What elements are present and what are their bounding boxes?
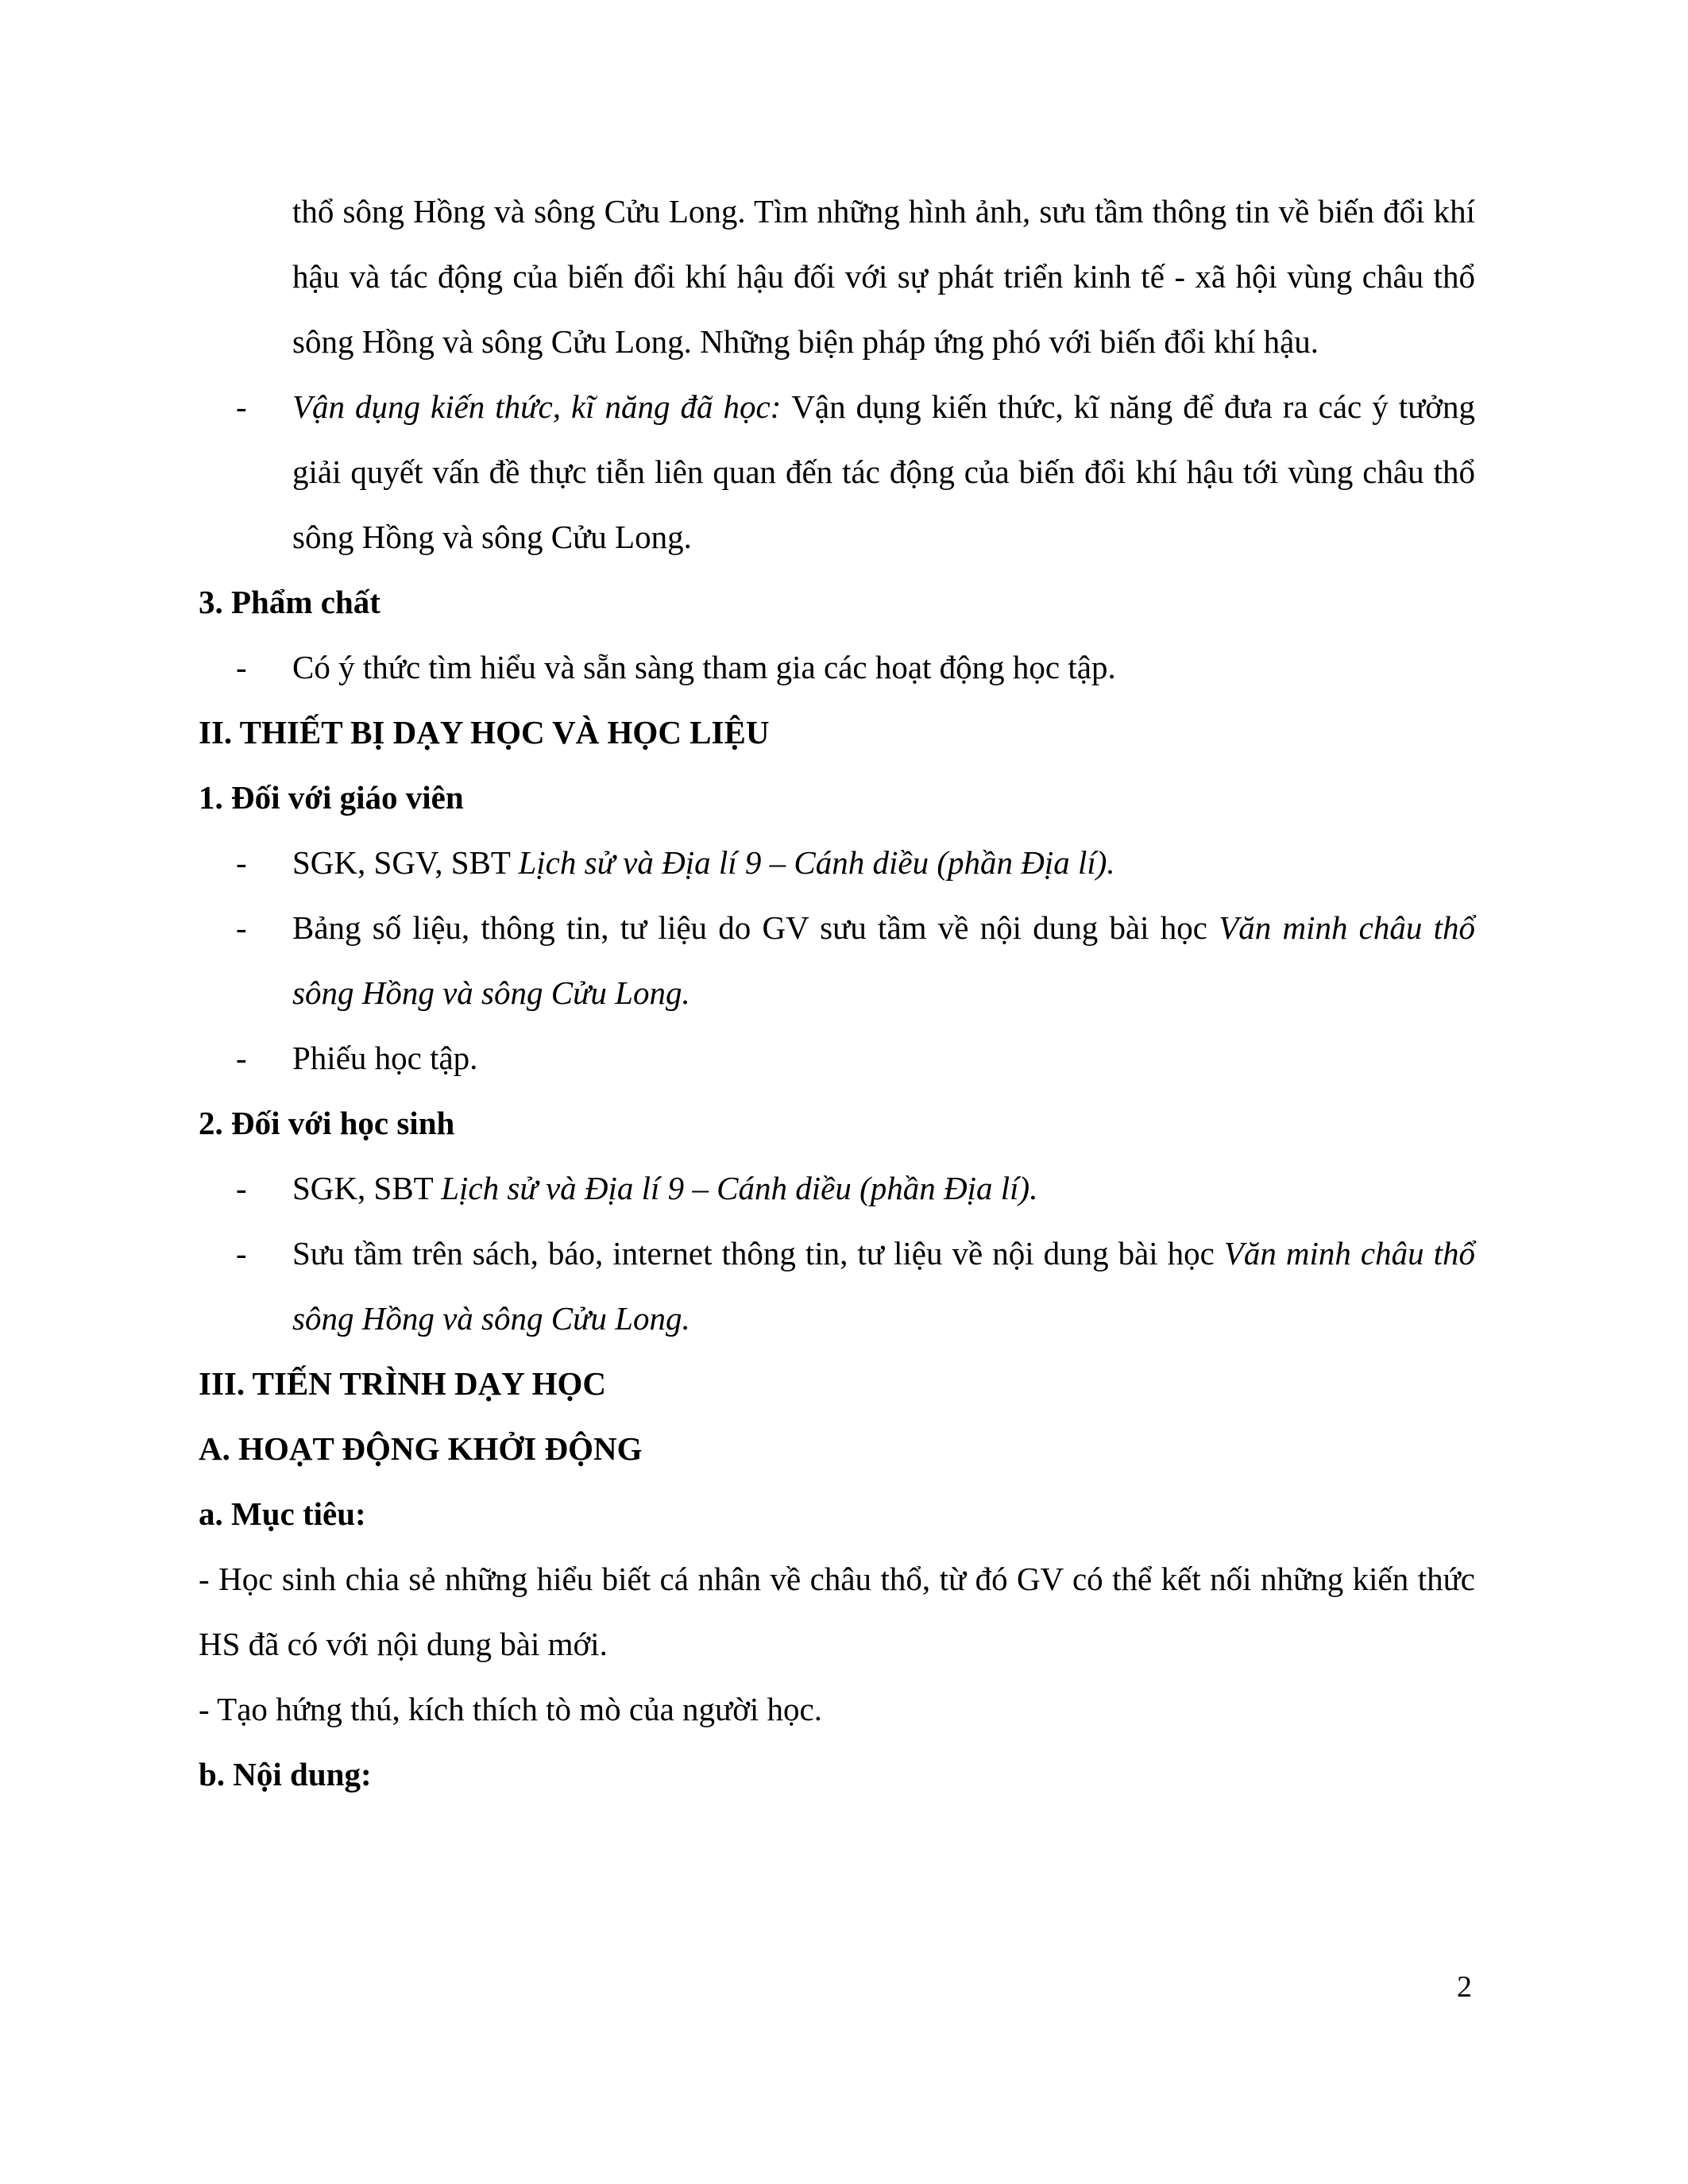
list-marker: -	[236, 1170, 247, 1206]
page-number: 2	[1457, 1970, 1472, 2004]
objective-paragraph-1: - Học sinh chia sẻ những hiểu biết cá nhân về châu thổ, từ đó GV có thể kết nối những kiến thức HS đã có với nội dung bài mới.	[199, 1561, 1475, 1662]
heading-muc-tieu: a. Mục tiêu:	[199, 1495, 366, 1532]
list-item-text: Phiếu học tập.	[292, 1040, 478, 1076]
list-item-text	[292, 1156, 1475, 1221]
list-item-teacher-sgk	[236, 830, 1475, 895]
list-item-text	[292, 374, 1475, 569]
list-marker: -	[236, 1040, 247, 1076]
list-item-text: Có ý thức tìm hiểu và sẵn sàng tham gia các hoạt động học tập.	[292, 649, 1116, 685]
list-marker: -	[236, 1235, 247, 1271]
italic-segment: Văn minh châu thổ sông Hồng và sông Cửu Long.	[292, 909, 1475, 1011]
document-body	[199, 179, 1475, 1807]
heading-doi-voi-hoc-sinh: 2. Đối với học sinh	[199, 1105, 455, 1141]
italic-segment: Lịch sử và Địa lí 9 – Cánh diều (phần Địa lí).	[441, 1170, 1038, 1206]
list-marker: -	[236, 649, 247, 685]
text-segment: Sưu tầm trên sách, báo, internet thông tin, tư liệu về nội dung bài học	[292, 1235, 1224, 1271]
list-marker: -	[236, 909, 247, 946]
list-item-student-sgk	[236, 1156, 1475, 1221]
list-marker: -	[236, 388, 247, 425]
heading-noi-dung: b. Nội dung:	[199, 1756, 372, 1792]
italic-segment: Văn minh châu thổ sông Hồng và sông Cửu Long.	[292, 1235, 1475, 1337]
list-item-quality	[236, 635, 1475, 700]
text-segment: Bảng số liệu, thông tin, tư liệu do GV sưu tầm về nội dung bài học	[292, 909, 1219, 946]
list-item-text	[292, 830, 1475, 895]
heading-pham-chat: 3. Phẩm chất	[199, 584, 380, 620]
text-segment: Vận dụng kiến thức, kĩ năng để đưa ra các ý tưởng giải quyết vấn đề thực tiễn liên quan đến tác động của biến đổi khí hậu tới vùng châu thổ sông Hồng và sông Cửu Long.	[292, 388, 1475, 555]
continuation-paragraph: thổ sông Hồng và sông Cửu Long. Tìm những hình ảnh, sưu tầm thông tin về biến đổi khí hậu và tác động của biến đổi khí hậu đối với sự phát triển kinh tế - xã hội vùng châu thổ sông Hồng và sông Cửu Long. Những biện pháp ứng phó với biến đổi khí hậu.	[292, 193, 1475, 360]
list-item-skills-application	[236, 374, 1475, 569]
heading-doi-voi-giao-vien: 1. Đối với giáo viên	[199, 779, 464, 816]
list-item-teacher-sheet	[236, 1025, 1475, 1090]
objective-paragraph-2: - Tạo hứng thú, kích thích tò mò của người học.	[199, 1691, 823, 1727]
list-marker: -	[236, 844, 247, 881]
italic-segment: Vận dụng kiến thức, kĩ năng đã học:	[292, 388, 792, 425]
text-segment: SGK, SBT	[292, 1170, 442, 1206]
text-segment: SGK, SGV, SBT	[292, 844, 519, 881]
list-item-teacher-data	[236, 895, 1475, 1025]
list-item-text	[292, 895, 1475, 1025]
italic-segment: Lịch sử và Địa lí 9 – Cánh diều (phần Địa lí).	[518, 844, 1115, 881]
heading-thiet-bi-day-hoc: II. THIẾT BỊ DẠY HỌC VÀ HỌC LIỆU	[199, 714, 770, 751]
list-item-student-collect	[236, 1221, 1475, 1351]
heading-tien-trinh-day-hoc: III. TIẾN TRÌNH DẠY HỌC	[199, 1365, 607, 1402]
list-item-text	[292, 1221, 1475, 1351]
heading-hoat-dong-khoi-dong: A. HOẠT ĐỘNG KHỞI ĐỘNG	[199, 1430, 643, 1467]
